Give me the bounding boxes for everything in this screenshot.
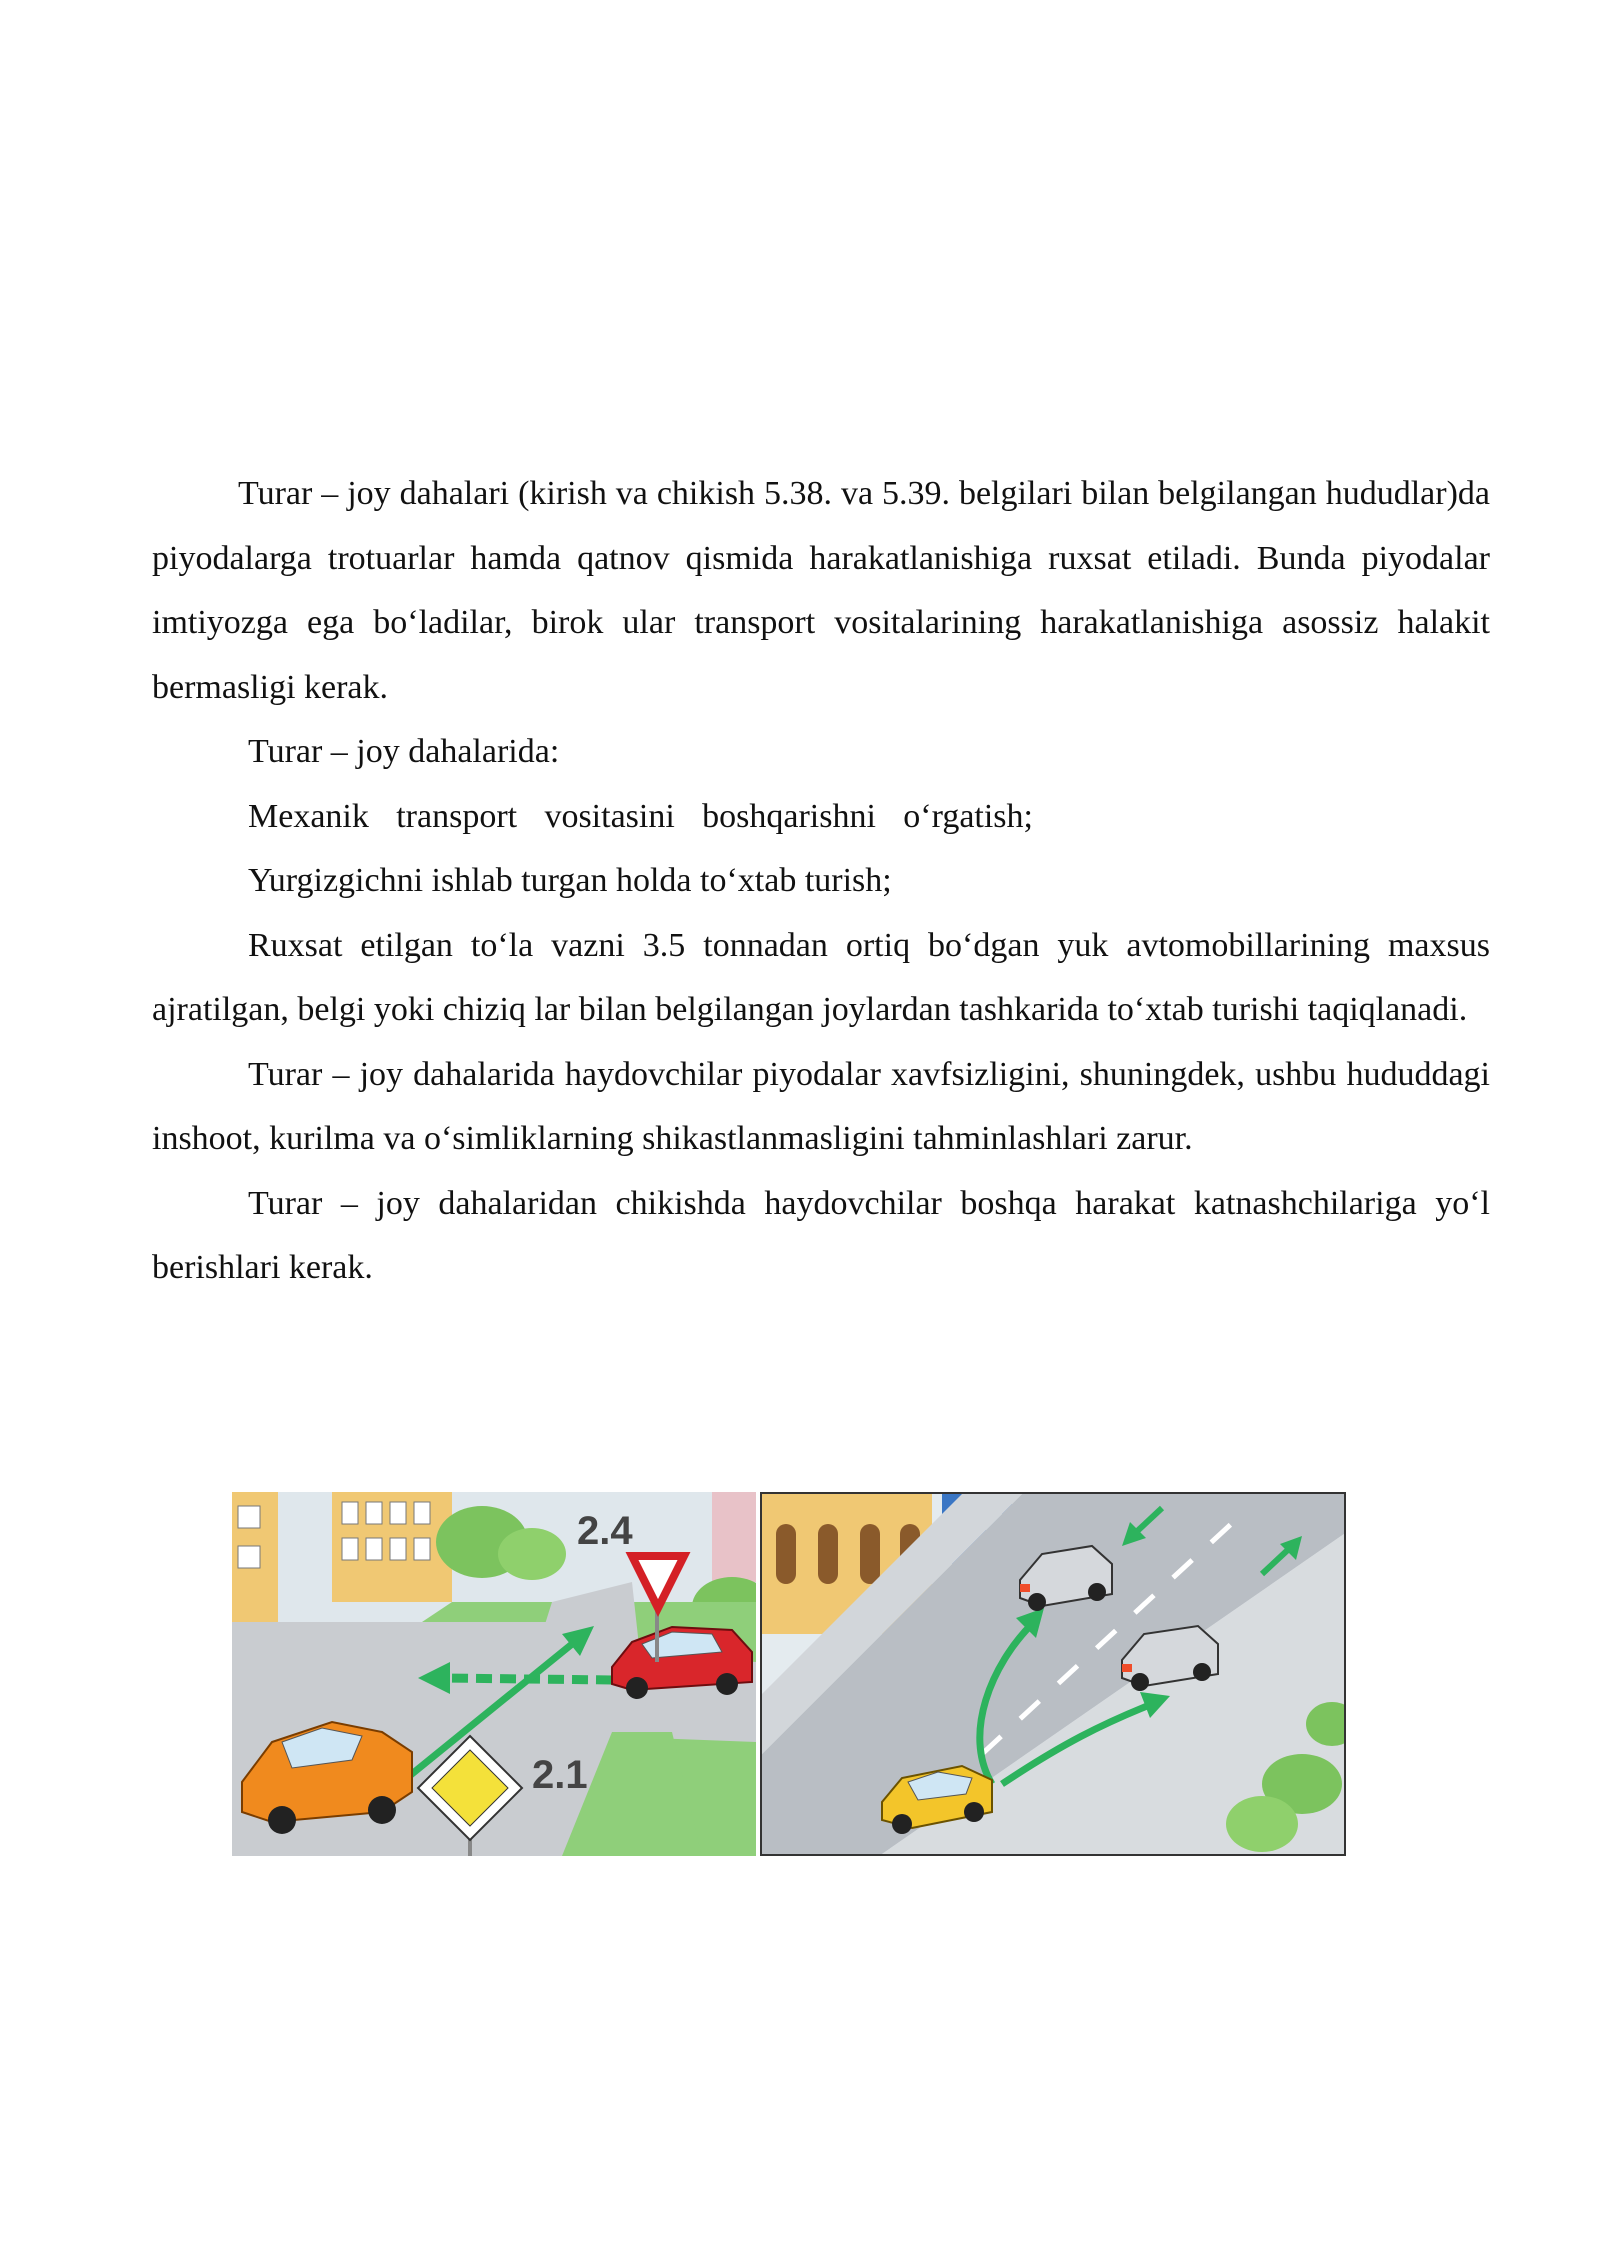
paragraph-4: Ruxsat etilgan to‘la vazni 3.5 tonnadan ortiq bo‘dgan yuk avtomobillarining maxsus ajratilgan, belgi yoki chiziq lar bilan belgilangan joylardan tashkarida to‘xtab turishi taqiqlanadi. [152, 926, 1490, 1028]
sign-label-2-4: 2.4 [577, 1509, 633, 1553]
illustration [232, 1492, 1344, 1856]
illustration-street [760, 1492, 1346, 1856]
paragraph-3: Mexanik transport vositasini boshqarishni o‘rgatish; Yurgizgichni ishlab turgan holda to‘xtab turish; [248, 797, 1033, 899]
body-text [152, 462, 1490, 1301]
paragraph-2: Turar – joy dahalarida: [248, 733, 560, 770]
sign-label-2-1: 2.1 [532, 1753, 588, 1797]
paragraph-6: Turar – joy dahalaridan chikishda haydovchilar boshqa harakat katnashchilariga yo‘l berishlari kerak. [152, 1184, 1490, 1286]
paragraph-5: Turar – joy dahalarida haydovchilar piyodalar xavfsizligini, shuningdek, ushbu hududdagi inshoot, kurilma va o‘simliklarning shikastlanmasligini tahminlashlari zarur. [152, 1055, 1490, 1157]
illustration-intersection [232, 1492, 756, 1856]
paragraph-1: Turar – joy dahalari (kirish va chikish 5.38. va 5.39. belgilari bilan belgilangan hududlar)da piyodalarga trotuarlar hamda qatnov qismida harakatlanishiga ruxsat etiladi. Bunda piyodalar imtiyozga ega bo‘ladilar, birok ular transport vositalarining harakatlanishiga asossiz halakit bermasligi kerak. [152, 475, 1490, 706]
